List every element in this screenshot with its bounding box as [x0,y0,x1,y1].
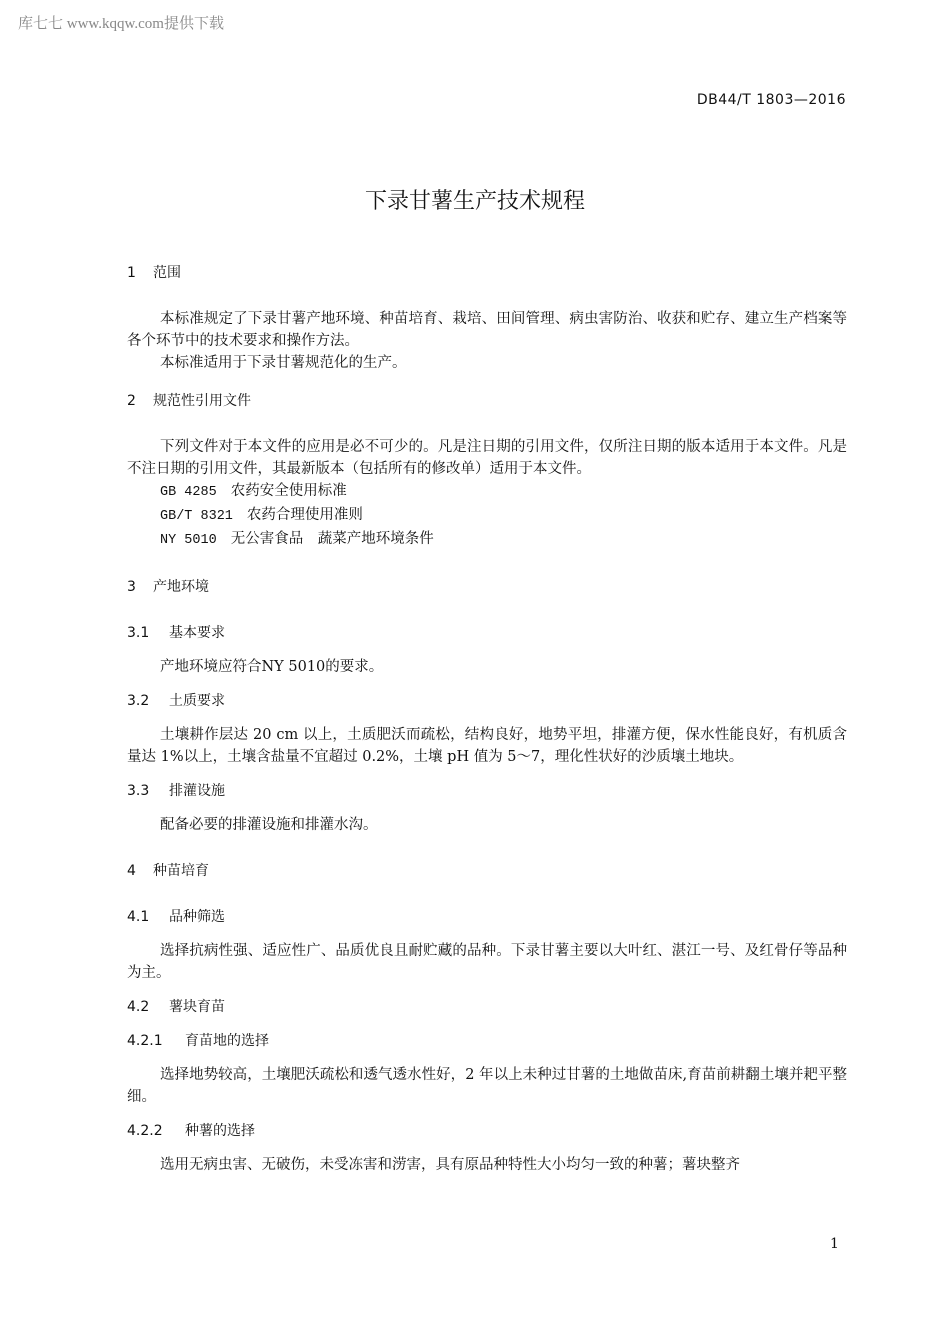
section-heading [127,262,847,284]
section-title: 种薯的选择 [185,1123,255,1139]
reference-name: 无公害食品 蔬菜产地环境条件 [230,531,434,547]
section-number: 4.1 [127,909,150,925]
subsection-heading [127,1120,847,1142]
section-number: 3.1 [127,625,150,641]
paragraph: 土壤耕作层达 20 cm 以上，土质肥沃而疏松，结构良好，地势平坦，排灌方便，保水性能良好，有机质含量达 1%以上，土壤含盐量不宜超过 0.2%，土壤 pH 值为 5～7，理化性状好的沙质壤土地块。 [127,727,847,765]
paragraph: 选用无病虫害、无破伤，未受冻害和涝害，具有原品种特性大小均匀一致的种薯；薯块整齐 [160,1157,740,1173]
reference-item [127,528,847,552]
section-number: 4.2.2 [127,1123,163,1139]
paragraph: 选择地势较高，土壤肥沃疏松和透气透水性好，2 年以上未种过甘薯的土地做苗床,育苗前耕翻土壤并耙平整细。 [127,1067,847,1105]
paragraph: 下列文件对于本文件的应用是必不可少的。凡是注日期的引用文件，仅所注日期的版本适用于本文件。凡是不注日期的引用文件，其最新版本（包括所有的修改单）适用于本文件。 [127,439,847,477]
section-title: 品种筛选 [169,909,225,925]
reference-code: GB 4285 [160,485,217,500]
section-number: 4.2 [127,999,150,1015]
section-heading [127,860,847,882]
subsection-heading [127,996,847,1018]
paragraph: 本标准适用于下录甘薯规范化的生产。 [160,355,407,371]
document-title: 下录甘薯生产技术规程 [364,189,585,214]
section-title: 土质要求 [169,693,225,709]
page-number: 1 [830,1236,839,1252]
section-title: 薯块育苗 [169,999,225,1015]
section-number: 3.2 [127,693,150,709]
section-title: 育苗地的选择 [185,1033,269,1049]
watermark: 库七七 www.kqqw.com提供下载 [18,16,224,32]
section-number: 3 [127,579,136,595]
section-number: 3.3 [127,783,150,799]
reference-code: NY 5010 [160,533,217,548]
paragraph: 产地环境应符合NY 5010的要求。 [160,659,384,675]
section-heading [127,390,847,412]
reference-item [127,480,847,504]
paragraph: 本标准规定了下录甘薯产地环境、种苗培育、栽培、田间管理、病虫害防治、收获和贮存、建立生产档案等各个环节中的技术要求和操作方法。 [127,311,847,349]
document-body [127,262,847,1176]
paragraph: 配备必要的排灌设施和排灌水沟。 [160,817,378,833]
reference-name: 农药安全使用标准 [230,483,347,499]
subsection-heading [127,690,847,712]
subsection-heading [127,622,847,644]
section-title: 产地环境 [153,579,209,595]
section-title: 种苗培育 [153,863,209,879]
section-number: 4 [127,863,136,879]
section-number: 4.2.1 [127,1033,163,1049]
subsection-heading [127,1030,847,1052]
section-title: 基本要求 [169,625,225,641]
reference-name: 农药合理使用准则 [246,507,363,523]
section-title: 排灌设施 [169,783,225,799]
reference-code: GB/T 8321 [160,509,233,524]
document-number: DB44/T 1803—2016 [696,92,846,108]
section-number: 2 [127,393,136,409]
reference-item [127,504,847,528]
paragraph: 选择抗病性强、适应性广、品质优良且耐贮藏的品种。下录甘薯主要以大叶红、湛江一号、及红骨仔等品种为主。 [127,943,847,981]
section-heading [127,576,847,598]
subsection-heading [127,780,847,802]
subsection-heading [127,906,847,928]
section-number: 1 [127,265,136,281]
section-title: 范围 [153,265,181,281]
section-title: 规范性引用文件 [153,393,251,409]
